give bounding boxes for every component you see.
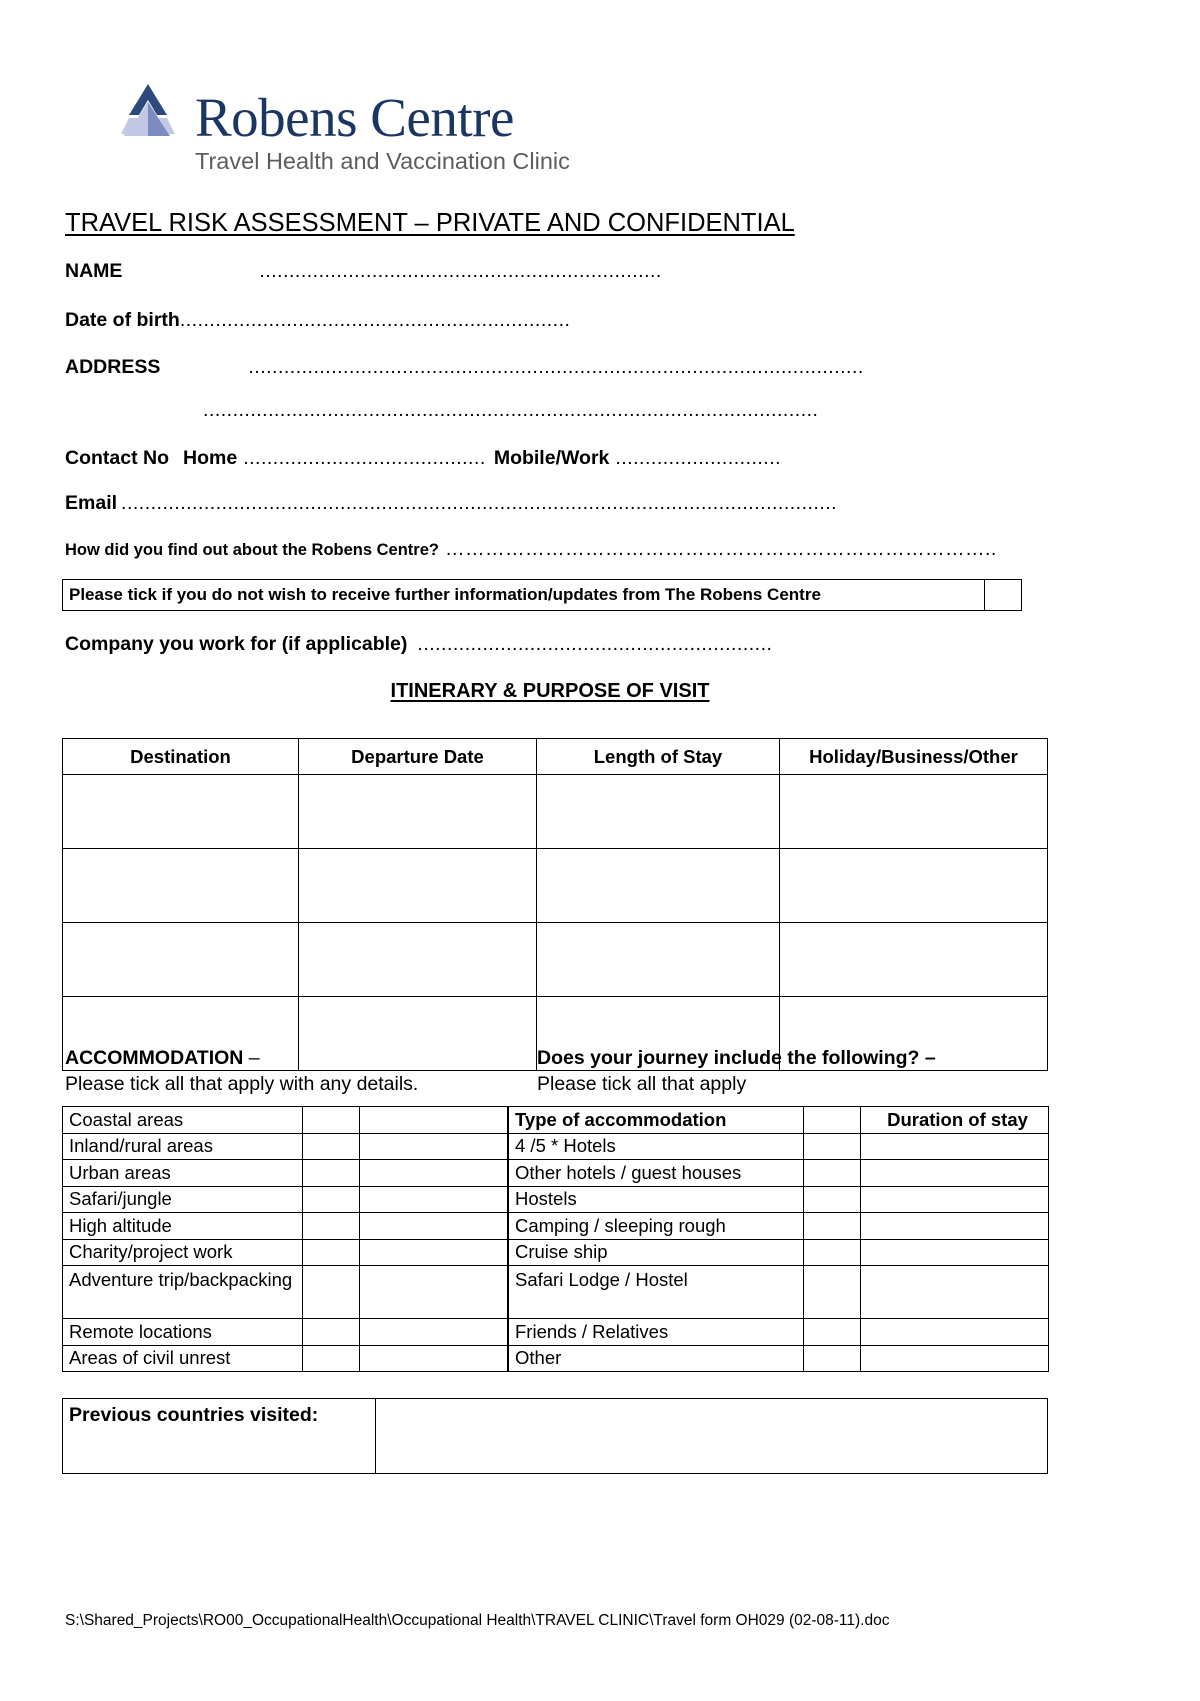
accommodation-tick[interactable]	[804, 1239, 861, 1266]
logo-tagline: Travel Health and Vaccination Clinic	[195, 148, 570, 174]
journey-feature-label: Inland/rural areas	[63, 1133, 303, 1160]
journey-feature-details[interactable]	[360, 1186, 508, 1213]
opt-out-checkbox[interactable]	[984, 580, 1021, 610]
company-label: Company you work for (if applicable)	[65, 633, 408, 655]
accommodation-tick[interactable]	[804, 1319, 861, 1346]
accommodation-type-label: Camping / sleeping rough	[509, 1213, 804, 1240]
accommodation-tick[interactable]	[804, 1160, 861, 1187]
address-input-line-1[interactable]: ........................................................................................................	[248, 356, 864, 378]
list-item	[63, 1239, 508, 1266]
journey-feature-label: Remote locations	[63, 1319, 303, 1346]
journey-feature-tick[interactable]	[303, 1319, 360, 1346]
list-item	[509, 1345, 1049, 1372]
opt-out-label: Please tick if you do not wish to receive further information/updates from The Robens Centre	[69, 585, 821, 604]
address-label: ADDRESS	[65, 356, 161, 378]
page-title: TRAVEL RISK ASSESSMENT – PRIVATE AND CONFIDENTIAL	[65, 209, 795, 237]
accommodation-type-label: 4 /5 * Hotels	[509, 1133, 804, 1160]
journey-feature-details[interactable]	[360, 1160, 508, 1187]
journey-feature-details[interactable]	[360, 1107, 508, 1134]
accommodation-heading-left	[65, 1046, 537, 1097]
journey-feature-details[interactable]	[360, 1239, 508, 1266]
journey-feature-label: Urban areas	[63, 1160, 303, 1187]
accommodation-duration[interactable]	[861, 1133, 1049, 1160]
accommodation-duration[interactable]	[861, 1213, 1049, 1240]
list-item	[63, 1133, 508, 1160]
itinerary-cell-destination[interactable]	[63, 923, 299, 997]
email-label: Email	[65, 492, 118, 514]
itinerary-cell-length-of-stay[interactable]	[537, 775, 780, 849]
journey-feature-label: Charity/project work	[63, 1239, 303, 1266]
footer-file-path: S:\Shared_Projects\RO00_OccupationalHealth\Occupational Health\TRAVEL CLINIC\Travel form OH029 (02-08-11).doc	[65, 1612, 890, 1629]
journey-feature-tick[interactable]	[303, 1133, 360, 1160]
table-row	[63, 849, 1048, 923]
list-item	[509, 1319, 1049, 1346]
itinerary-cell-destination[interactable]	[63, 849, 299, 923]
list-item	[509, 1213, 1049, 1240]
journey-feature-label: Areas of civil unrest	[63, 1345, 303, 1372]
home-input-line[interactable]: .........................................	[243, 447, 486, 469]
journey-feature-tick[interactable]	[303, 1266, 360, 1319]
accommodation-duration[interactable]	[861, 1160, 1049, 1187]
field-contact-numbers	[65, 446, 781, 470]
journey-feature-tick[interactable]	[303, 1345, 360, 1372]
itinerary-cell-length-of-stay[interactable]	[537, 849, 780, 923]
journey-features-table	[62, 1106, 508, 1372]
itinerary-cell-purpose[interactable]	[780, 849, 1048, 923]
table-row	[63, 1399, 1048, 1474]
field-how-did-you-find-out	[65, 537, 997, 562]
journey-feature-details[interactable]	[360, 1213, 508, 1240]
itinerary-cell-destination[interactable]	[63, 775, 299, 849]
itinerary-section-title: ITINERARY & PURPOSE OF VISIT	[390, 680, 710, 702]
journey-feature-label: Adventure trip/backpacking	[63, 1266, 303, 1319]
accommodation-duration[interactable]	[861, 1345, 1049, 1372]
itinerary-cell-purpose[interactable]	[780, 775, 1048, 849]
list-item	[63, 1266, 508, 1319]
company-input-line[interactable]: ............................................................	[417, 633, 773, 655]
previous-countries-table	[62, 1398, 1048, 1474]
how-did-you-find-out-input-line[interactable]: ………………………………………………………………………..	[444, 538, 997, 560]
list-item	[509, 1266, 1049, 1319]
journey-feature-tick[interactable]	[303, 1186, 360, 1213]
accommodation-type-label: Other	[509, 1345, 804, 1372]
field-company	[65, 632, 772, 656]
itinerary-cell-purpose[interactable]	[780, 923, 1048, 997]
field-name	[65, 259, 662, 283]
journey-feature-tick[interactable]	[303, 1160, 360, 1187]
home-label: Home	[183, 447, 238, 469]
address-input-line-2[interactable]: ........................................................................................................	[203, 399, 819, 421]
journey-feature-details[interactable]	[360, 1266, 508, 1319]
accommodation-type-label: Other hotels / guest houses	[509, 1160, 804, 1187]
list-item	[509, 1239, 1049, 1266]
column-header-destination: Destination	[63, 739, 299, 775]
logo-wordmark: Robens Centre	[195, 87, 514, 148]
list-item	[63, 1345, 508, 1372]
accommodation-duration[interactable]	[861, 1319, 1049, 1346]
dob-label: Date of birth	[65, 309, 180, 331]
column-header-type-of-accommodation: Type of accommodation	[509, 1107, 804, 1134]
itinerary-table	[62, 738, 1048, 1071]
contact-no-label: Contact No	[65, 447, 169, 469]
accommodation-tick[interactable]	[804, 1133, 861, 1160]
list-item	[509, 1160, 1049, 1187]
itinerary-cell-departure-date[interactable]	[299, 923, 537, 997]
list-item	[63, 1186, 508, 1213]
accommodation-tick[interactable]	[804, 1213, 861, 1240]
accommodation-duration[interactable]	[861, 1186, 1049, 1213]
opt-out-row	[62, 579, 1022, 611]
name-label: NAME	[65, 260, 123, 282]
itinerary-cell-departure-date[interactable]	[299, 849, 537, 923]
dob-input-line[interactable]: ..................................................................	[179, 309, 571, 331]
table-row	[63, 775, 1048, 849]
triangle-logo-icon	[115, 82, 181, 140]
field-email	[65, 491, 837, 515]
journey-heading-right	[537, 1046, 1055, 1097]
clinic-logo	[115, 82, 635, 174]
accommodation-tick[interactable]	[804, 1186, 861, 1213]
list-item	[63, 1160, 508, 1187]
list-item	[509, 1133, 1049, 1160]
journey-feature-details[interactable]	[360, 1133, 508, 1160]
accommodation-duration[interactable]	[861, 1239, 1049, 1266]
column-header-length-of-stay: Length of Stay	[537, 739, 780, 775]
mobile-work-input-line[interactable]: ............................	[615, 447, 782, 469]
how-did-you-find-out-label: How did you find out about the Robens Centre?	[65, 541, 439, 559]
list-item	[63, 1319, 508, 1346]
accommodation-title: ACCOMMODATION –	[65, 1047, 260, 1069]
accommodation-tables	[62, 1106, 1047, 1372]
mobile-work-label: Mobile/Work	[493, 447, 610, 469]
accommodation-tick[interactable]	[804, 1345, 861, 1372]
itinerary-cell-departure-date[interactable]	[299, 775, 537, 849]
accommodation-duration[interactable]	[861, 1266, 1049, 1319]
journey-title: Does your journey include the following? –	[537, 1047, 936, 1069]
journey-feature-label: High altitude	[63, 1213, 303, 1240]
table-row	[63, 923, 1048, 997]
accommodation-tick-header	[804, 1107, 861, 1134]
accommodation-type-label: Safari Lodge / Hostel	[509, 1266, 804, 1319]
list-item	[509, 1186, 1049, 1213]
itinerary-header-row	[63, 739, 1048, 775]
previous-countries-input[interactable]	[376, 1399, 1048, 1474]
accommodation-tick[interactable]	[804, 1266, 861, 1319]
accommodation-type-table	[508, 1106, 1049, 1372]
column-header-purpose: Holiday/Business/Other	[780, 739, 1048, 775]
list-item	[63, 1213, 508, 1240]
journey-feature-label: Safari/jungle	[63, 1186, 303, 1213]
journey-feature-details[interactable]	[360, 1345, 508, 1372]
accommodation-type-label: Hostels	[509, 1186, 804, 1213]
accommodation-type-label: Friends / Relatives	[509, 1319, 804, 1346]
field-address-line-2	[65, 398, 818, 422]
journey-feature-tick[interactable]	[303, 1213, 360, 1240]
journey-feature-tick[interactable]	[303, 1107, 360, 1134]
field-date-of-birth	[65, 308, 570, 332]
field-address	[65, 355, 864, 379]
list-item	[63, 1107, 508, 1134]
accommodation-headings	[65, 1046, 1055, 1097]
column-header-departure-date: Departure Date	[299, 739, 537, 775]
journey-subtitle: Please tick all that apply	[537, 1073, 747, 1095]
email-input-line[interactable]: .........................................................................................................................	[121, 492, 838, 514]
accommodation-subtitle: Please tick all that apply with any details.	[65, 1073, 419, 1095]
column-header-duration-of-stay: Duration of stay	[861, 1107, 1049, 1134]
journey-feature-details[interactable]	[360, 1319, 508, 1346]
journey-feature-tick[interactable]	[303, 1239, 360, 1266]
name-input-line[interactable]: ....................................................................	[259, 260, 662, 282]
accommodation-type-label: Cruise ship	[509, 1239, 804, 1266]
accommodation-header-row	[509, 1107, 1049, 1134]
itinerary-cell-length-of-stay[interactable]	[537, 923, 780, 997]
previous-countries-label: Previous countries visited:	[63, 1399, 376, 1474]
journey-feature-label: Coastal areas	[63, 1107, 303, 1134]
